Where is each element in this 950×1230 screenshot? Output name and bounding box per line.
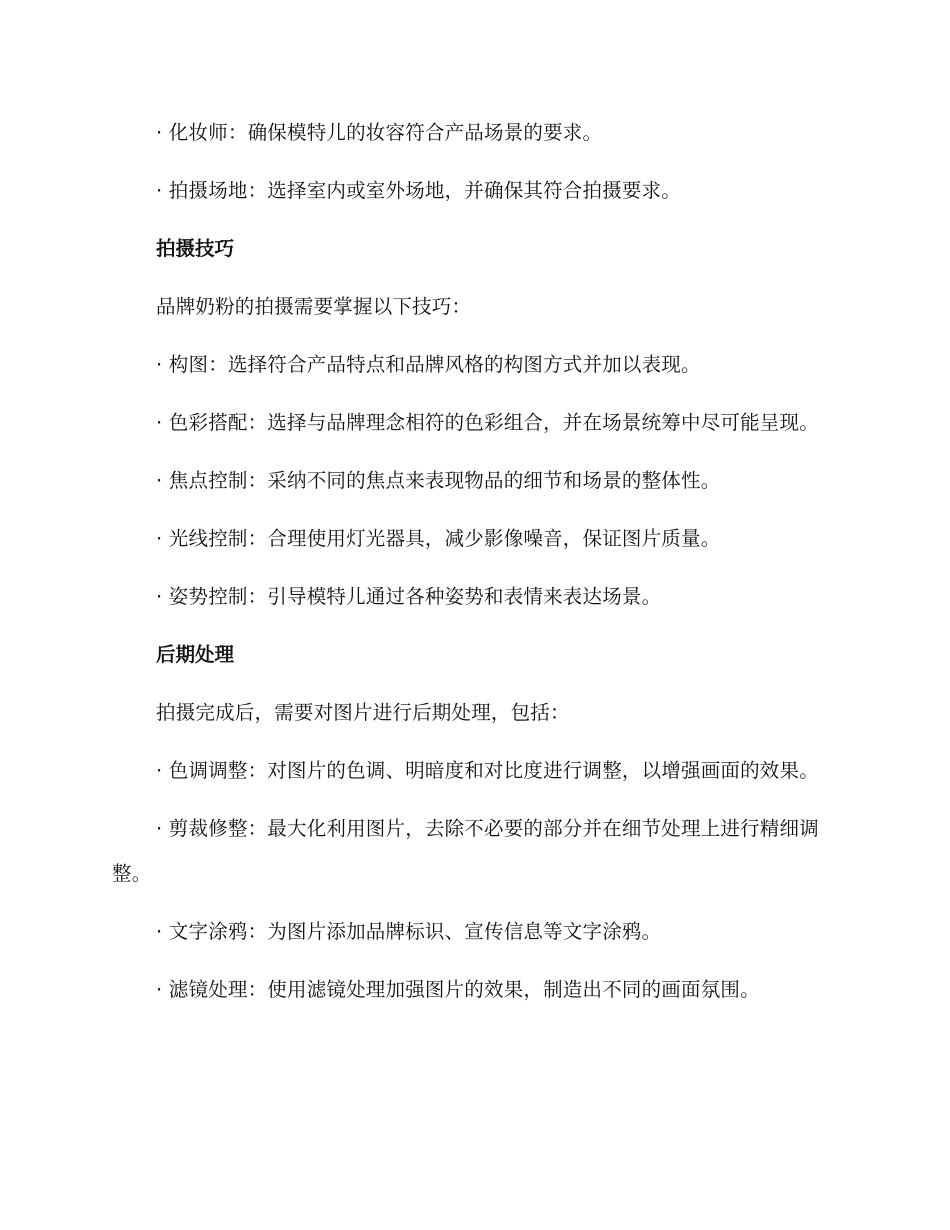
paragraph-techniques-intro: 品牌奶粉的拍摄需要掌握以下技巧： [156,295,472,318]
bullet-pose-control: · 姿势控制：引导模特儿通过各种姿势和表情来表达场景。 [156,585,662,608]
bullet-tone-adjustment: · 色调调整：对图片的色调、明暗度和对比度进行调整，以增强画面的效果。 [156,759,819,782]
bullet-color-matching: · 色彩搭配：选择与品牌理念相符的色彩组合，并在场景统筹中尽可能呈现。 [156,411,819,434]
bullet-text-graffiti: · 文字涂鸦：为图片添加品牌标识、宣传信息等文字涂鸦。 [156,920,662,943]
bullet-makeup-artist: · 化妆师：确保模特儿的妆容符合产品场景的要求。 [156,121,603,144]
bullet-composition: · 构图：选择符合产品特点和品牌风格的构图方式并加以表现。 [156,353,701,376]
section-heading-post-processing: 后期处理 [156,643,235,666]
section-heading-shooting-techniques: 拍摄技巧 [156,237,235,260]
paragraph-post-processing-intro: 拍摄完成后，需要对图片进行后期处理，包括： [156,701,570,724]
bullet-shooting-location: · 拍摄场地：选择室内或室外场地，并确保其符合拍摄要求。 [156,179,681,202]
bullet-focus-control: · 焦点控制：采纳不同的焦点来表现物品的细节和场景的整体性。 [156,469,721,492]
bullet-crop-refine: · 剪裁修整：最大化利用图片，去除不必要的部分并在细节处理上进行精细调整。 [112,817,819,885]
bullet-filter-processing: · 滤镜处理：使用滤镜处理加强图片的效果，制造出不同的画面氛围。 [156,978,760,1001]
bullet-lighting-control: · 光线控制：合理使用灯光器具，减少影像噪音，保证图片质量。 [156,527,721,550]
